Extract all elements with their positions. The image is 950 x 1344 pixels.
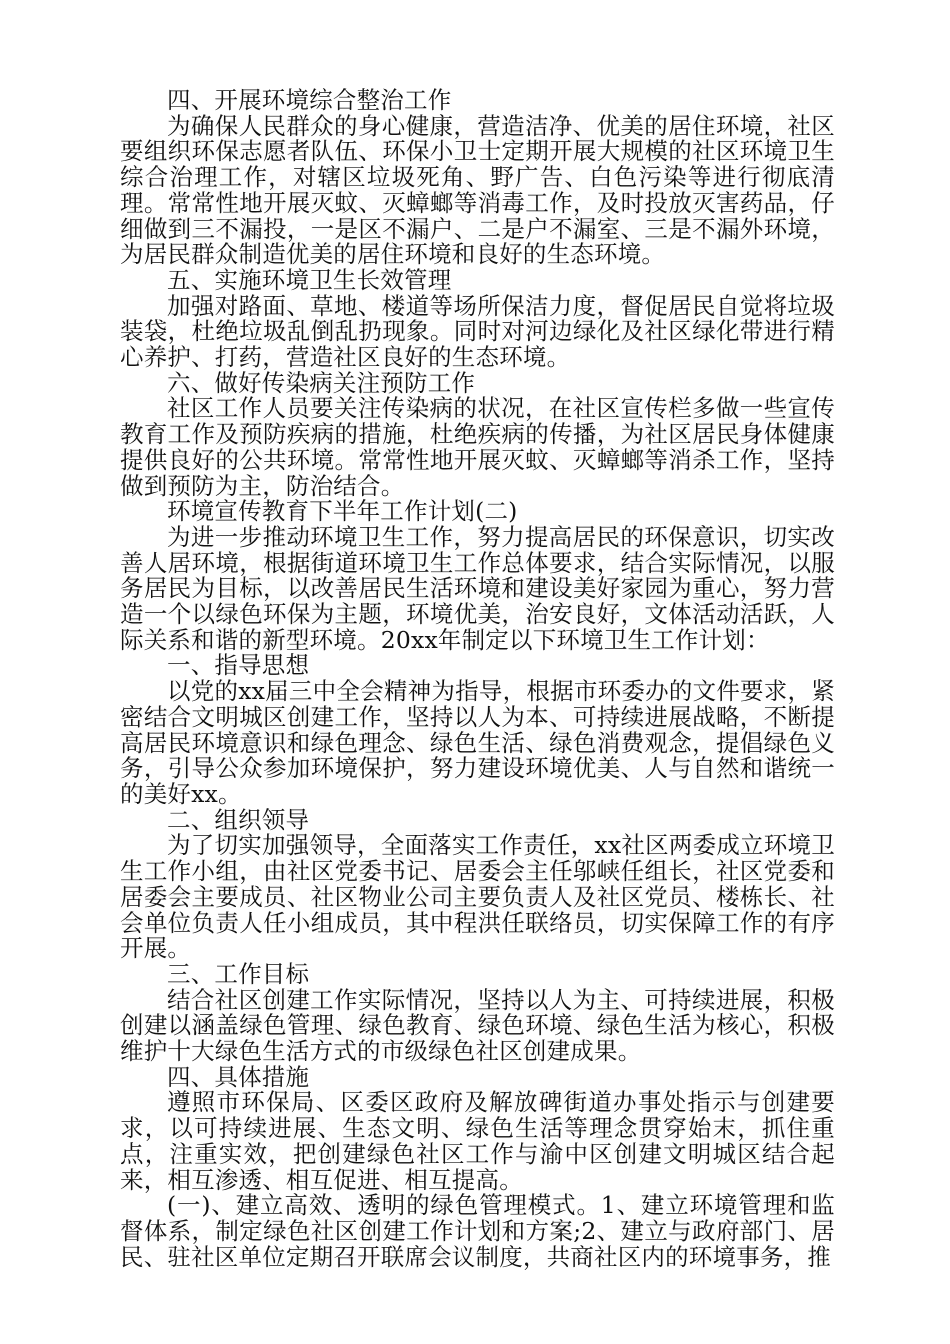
paragraph-organization: 为了切实加强领导，全面落实工作责任，xx社区两委成立环境卫生工作小组，由社区党委书记、居委会主任邬峡任组长，社区党委和居委会主要成员、社区物业公司主要负责人及社区党员、楼栋长、社会单位负责人任小组成员，其中程洪任联络员，切实保障工作的有序开展。 [120, 831, 835, 963]
document-title-plan-2: 环境宣传教育下半年工作计划(二) [167, 497, 518, 526]
section-heading-3-goals: 三、工作目标 [167, 959, 310, 988]
section-heading-4-environment: 四、开展环境综合整治工作 [167, 86, 452, 114]
section-heading-5-long-term: 五、实施环境卫生长效管理 [167, 265, 452, 294]
paragraph-measures: 遵照市环保局、区委区政府及解放碑街道办事处指示与创建要求，以可持续进展、生态文明、绿色生活等理念贯穿始末，抓住重点，注重实效，把创建绿色社区工作与渝中区创建文明城区结合起来，相互渗透、相互促进、相互提高。 [120, 1088, 835, 1194]
paragraph-management-model: (一)、建立高效、透明的绿色管理模式。1、建立环境管理和监督体系，制定绿色社区创建工作计划和方案;2、建立与政府部门、居民、驻社区单位定期召开联席会议制度，共商社区内的环境事务，推 [120, 1191, 835, 1271]
section-heading-1-guiding: 一、指导思想 [167, 651, 310, 680]
document-page [120, 88, 835, 1270]
paragraph-work-goals: 结合社区创建工作实际情况，坚持以人为主、可持续进展，积极创建以涵盖绿色管理、绿色教育、绿色环境、绿色生活为核心，积极维护十大绿色生活方式的市级绿色社区创建成果。 [120, 985, 835, 1066]
paragraph-guiding-ideology: 以党的xx届三中全会精神为指导，根据市环委办的文件要求，紧密结合文明城区创建工作，坚持以人为本、可持续进展战略，不断提高居民环境意识和绿色理念、绿色生活、绿色消费观念，提倡绿色义务，引导公众参加环境保护，努力建设环境优美、人与自然和谐统一的美好xx。 [120, 677, 835, 808]
section-heading-2-organization: 二、组织领导 [167, 805, 310, 834]
section-heading-6-disease: 六、做好传染病关注预防工作 [167, 368, 476, 397]
paragraph-plan-intro: 为进一步推动环境卫生工作，努力提高居民的环保意识，切实改善人居环境，根据街道环境卫生工作总体要求，结合实际情况，以服务居民为目标，以改善居民生活环境和建设美好家园为重心，努力营造一个以绿色环保为主题，环境优美，治安良好，文体活动活跃，人际关系和谐的新型环境。20xx年制定以下环境卫生工作计划： [120, 522, 835, 654]
paragraph-environment-rectification: 为确保人民群众的身心健康，营造洁净、优美的居住环境，社区要组织环保志愿者队伍、环保小卫士定期开展大规模的社区环境卫生综合治理工作，对辖区垃圾死角、野广告、白色污染等进行彻底清理。常常性地开展灭蚊、灭蟑螂等消毒工作，及时投放灭害药品，仔细做到三不漏投，一是区不漏户、二是户不漏室、三是不漏外环境，为居民群众制造优美的居住环境和良好的生态环境。 [120, 111, 835, 269]
section-heading-4-measures: 四、具体措施 [167, 1062, 310, 1091]
paragraph-disease-prevention: 社区工作人员要关注传染病的状况，在社区宣传栏多做一些宣传教育工作及预防疾病的措施，杜绝疾病的传播，为社区居民身体健康提供良好的公共环境。常常性地开展灭蚊、灭蟑螂等消杀工作，坚持做到预防为主，防治结合。 [120, 394, 835, 500]
paragraph-long-term-management: 加强对路面、草地、楼道等场所保洁力度，督促居民自觉将垃圾装袋，杜绝垃圾乱倒乱扔现象。同时对河边绿化及社区绿化带进行精心养护、打药，营造社区良好的生态环境。 [120, 291, 835, 372]
